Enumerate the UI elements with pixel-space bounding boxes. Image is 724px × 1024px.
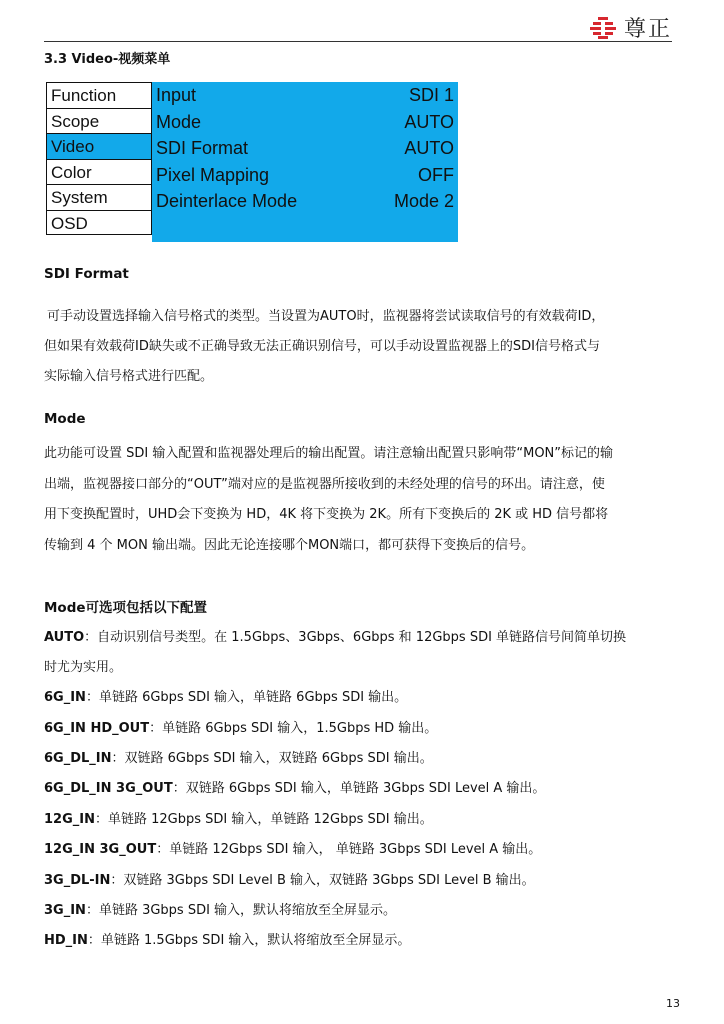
menu-row-deinterlace-mode bbox=[152, 188, 458, 215]
paragraph-line: 用下变换配置时，UHD会下变换为 HD，4K 将下变换为 2K。所有下变换后的 2K 或 HD 信号都将 bbox=[44, 507, 609, 522]
option-desc: ：自动识别信号类型。在 1.5Gbps、3Gbps、6Gbps 和 12Gbps SDI 单链路信号间简单切换 bbox=[84, 630, 627, 645]
option-desc: ：双链路 6Gbps SDI 输入，双链路 6Gbps SDI 输出。 bbox=[111, 751, 433, 766]
sdi-format-heading: SDI Format bbox=[44, 266, 129, 282]
option-desc: ：双链路 6Gbps SDI 输入，单链路 3Gbps SDI Level A 输出。 bbox=[172, 781, 546, 796]
option-line bbox=[44, 626, 626, 645]
menu-row-input bbox=[152, 82, 458, 109]
option-key: AUTO bbox=[44, 630, 85, 645]
setting-value: Mode 2 bbox=[393, 191, 454, 211]
option-desc: ：单链路 6Gbps SDI 输入，1.5Gbps HD 输出。 bbox=[149, 721, 438, 736]
option-line bbox=[44, 656, 122, 675]
option-line bbox=[44, 899, 396, 918]
setting-label: Pixel Mapping bbox=[156, 164, 270, 185]
menu-item-osd: OSD bbox=[46, 210, 152, 236]
paragraph-line: 实际输入信号格式进行匹配。 bbox=[44, 369, 214, 384]
video-menu-illustration bbox=[46, 82, 458, 242]
option-line bbox=[44, 717, 437, 736]
option-desc: ：单链路 6Gbps SDI 输入，单链路 6Gbps SDI 输出。 bbox=[85, 690, 408, 705]
option-line bbox=[44, 777, 545, 796]
option-key: 6G_IN bbox=[44, 690, 86, 705]
menu-settings-panel bbox=[152, 82, 458, 242]
setting-label: Mode bbox=[156, 111, 202, 132]
option-key: HD_IN bbox=[44, 933, 88, 948]
option-line bbox=[44, 747, 433, 766]
paragraph-line: 但如果有效载荷ID缺失或不正确导致无法正确识别信号，可以手动设置监视器上的SDI信号格式与 bbox=[44, 339, 600, 354]
mode-options-heading: Mode可选项包括以下配置 bbox=[44, 600, 208, 616]
option-key: 3G_DL-IN bbox=[44, 873, 111, 888]
mode-heading: Mode bbox=[44, 411, 86, 427]
paragraph-line: 传输到 4 个 MON 输出端。因此无论连接哪个MON端口，都可获得下变换后的信号。 bbox=[44, 537, 535, 553]
paragraph-line: 出端，监视器接口部分的“OUT”端对应的是监视器所接收到的未经处理的信号的环出。请注意，使 bbox=[44, 476, 605, 492]
menu-item-scope: Scope bbox=[46, 108, 152, 134]
brand-name: 尊正 bbox=[623, 17, 672, 42]
mode-paragraph bbox=[44, 439, 680, 561]
option-line bbox=[44, 838, 541, 857]
page-number: 13 bbox=[666, 997, 680, 1010]
menu-row-mode bbox=[152, 109, 458, 136]
setting-value: AUTO bbox=[404, 138, 454, 158]
setting-value: SDI 1 bbox=[408, 85, 454, 105]
option-desc: 时尤为实用。 bbox=[44, 660, 123, 675]
menu-item-system: System bbox=[46, 184, 152, 210]
option-line bbox=[44, 869, 535, 888]
option-key: 12G_IN bbox=[44, 812, 95, 827]
option-desc: ：单链路 12Gbps SDI 输入，单链路 12Gbps SDI 输出。 bbox=[94, 812, 433, 827]
setting-label: Input bbox=[156, 85, 197, 105]
option-desc: ：单链路 3Gbps SDI 输入，默认将缩放至全屏显示。 bbox=[85, 903, 397, 918]
option-key: 6G_DL_IN bbox=[44, 751, 112, 766]
option-key: 6G_DL_IN 3G_OUT bbox=[44, 781, 173, 796]
option-desc: ：单链路 12Gbps SDI 输入， 单链路 3Gbps SDI Level A 输出。 bbox=[156, 842, 542, 857]
section-title: 3.3 Video-视频菜单 bbox=[44, 52, 171, 67]
header-divider bbox=[44, 41, 672, 42]
option-desc: ：双链路 3Gbps SDI Level B 输入，双链路 3Gbps SDI Level B 输出。 bbox=[110, 873, 535, 888]
setting-value: AUTO bbox=[404, 111, 454, 132]
paragraph-line: 可手动设置选择输入信号格式的类型。当设置为AUTO时，监视器将尝试读取信号的有效载荷ID， bbox=[47, 309, 605, 324]
option-key: 3G_IN bbox=[44, 903, 86, 918]
option-key: 12G_IN 3G_OUT bbox=[44, 842, 157, 857]
paragraph-line: 此功能可设置 SDI 输入配置和监视器处理后的输出配置。请注意输出配置只影响带“MON”标记的输 bbox=[44, 446, 614, 461]
option-line bbox=[44, 808, 433, 827]
option-line bbox=[44, 686, 407, 705]
setting-label: SDI Format bbox=[156, 138, 249, 158]
setting-label: Deinterlace Mode bbox=[156, 191, 298, 211]
option-desc: ：单链路 1.5Gbps SDI 输入，默认将缩放至全屏显示。 bbox=[87, 933, 411, 948]
menu-row-pixel-mapping bbox=[152, 162, 458, 189]
setting-value: OFF bbox=[418, 164, 454, 185]
menu-item-video: Video bbox=[46, 133, 152, 159]
menu-item-function: Function bbox=[46, 82, 152, 108]
menu-item-color: Color bbox=[46, 159, 152, 185]
menu-row-sdi-format bbox=[152, 135, 458, 162]
menu-category-list bbox=[46, 82, 152, 235]
sdi-format-paragraph bbox=[44, 302, 680, 392]
header-logo bbox=[590, 12, 672, 43]
option-line bbox=[44, 929, 410, 948]
brand-logo-icon bbox=[590, 17, 616, 39]
option-key: 6G_IN HD_OUT bbox=[44, 721, 150, 736]
